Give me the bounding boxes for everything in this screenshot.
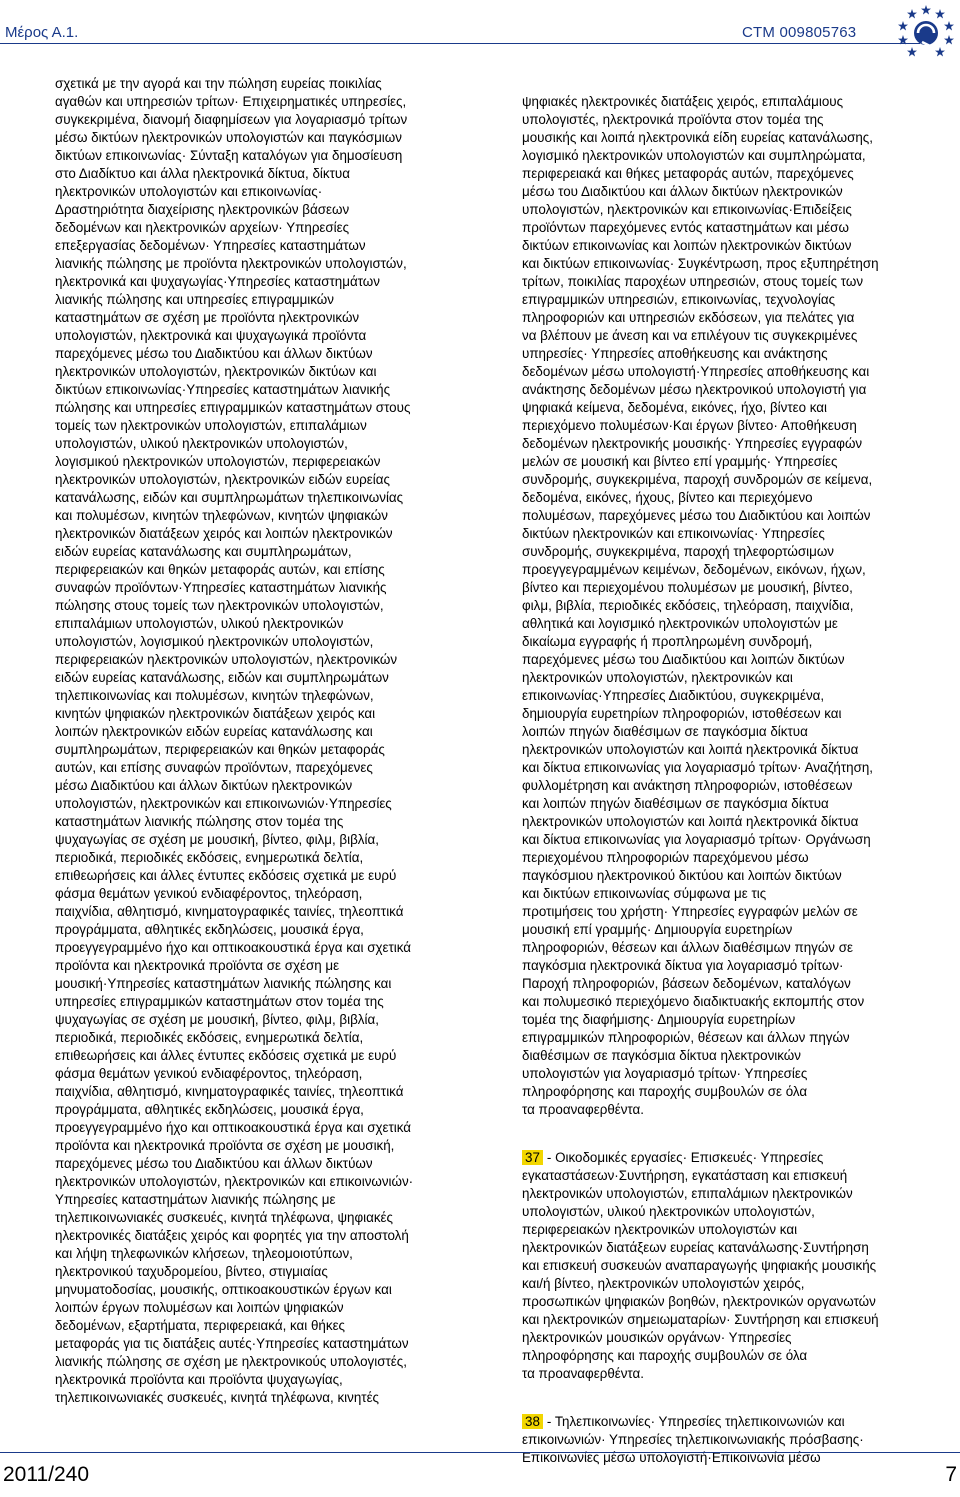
class-38-text: - Τηλεπικοινωνίες· Υπηρεσίες τηλεπικοινωνιών και επικοινωνιών· Υπηρεσίες τηλεπικοινωνιακής πρόσβασης· Επικοινωνίες μέσω υπολογιστή·Επικοινωνία μέσω xyxy=(522,1414,864,1465)
header-rule xyxy=(0,43,920,44)
left-text-column: σχετικά με την αγορά και την πώληση ευρείας ποικιλίας αγαθών και υπηρεσιών τρίτων· Επιχειρηματικές υπηρεσίες, συγκεκριμένα, διανομή διαφημίσεων για λογαριασμό τρίτων μέσω δικτύων ηλεκτρονικών υπολογιστών και παγκόσμιων δικτύων επικοινωνίας· Σύνταξη καταλόγων για δημοσίευση στο Διαδίκτυο και άλλα ηλεκτρονικά δίκτυα, δίκτυα ηλεκτρονικών υπολογιστών και επικοινωνίας· Δραστηριότητα διαχείρισης ηλεκτρονικών βάσεων δεδομένων και ηλεκτρονικών αρχείων· Υπηρεσίες επεξεργασίας δεδομένων· Υπηρεσίες καταστημάτων λιανικής πώλησης με προϊόντα ηλεκτρονικών υπολογιστών, ηλεκτρονικά και ψυχαγωγίας·Υπηρεσίες καταστημάτων λιανικής πώλησης και υπηρεσίες επιγραμμικών καταστημάτων σε σχέση με προϊόντα ηλεκτρονικών υπολογιστών, ηλεκτρονικά και ψυχαγωγικά προϊόντα παρεχόμενες μέσω του Διαδικτύου και άλλων δικτύων ηλεκτρονικών υπολογιστών, ηλεκτρονικών δικτύων και δικτύων επικοινωνίας·Υπηρεσίες καταστημάτων λιανικής πώλησης και υπηρεσίες επιγραμμικών καταστημάτων στους τομείς των ηλεκτρονικών υπολογιστών, επιπαλάμιων υπολογιστών, υλικού ηλεκτρονικών υπολογιστών, λογισμικού ηλεκτρονικών υπολογιστών, περιφερειακών ηλεκτρονικών υπολογιστών, ηλεκτρονικών ειδών ευρείας κατανάλωσης, ειδών και συμπληρωμάτων τηλεπικοινωνίας και πολυμέσων, κινητών τηλεφώνων, κινητών ψηφιακών ηλεκτρονικών διατάξεων χειρός και λοιπών ηλεκτρονικών ειδών ευρείας κατανάλωσης και συμπληρωμάτων, περιφερειακών και θηκών μεταφοράς αυτών, και επίσης συναφών προϊόντων·Υπηρεσίες καταστημάτων λιανικής πώλησης στους τομείς των ηλεκτρονικών υπολογιστών, επιπαλάμιων υπολογιστών, υλικού ηλεκτρονικών υπολογιστών, λογισμικού ηλεκτρονικών υπολογιστών, περιφερειακών ηλεκτρονικών υπολογιστών, ηλεκτρονικών ειδών ευρείας κατανάλωσης, ειδών και συμπληρωμάτων τηλεπικοινωνίας και πολυμέσων, κινητών τηλεφώνων, κινητών ψηφιακών ηλεκτρονικών διατάξεων χειρός και λοιπών ηλεκτρονικών ειδών ευρείας κατανάλωσης και συμπληρωμάτων, περιφερειακών και θηκών μεταφοράς αυτών, και επίσης συναφών προϊόντων, παρεχόμενες μέσω Διαδικτύου και άλλων δικτύων ηλεκτρονικών υπολογιστών, ηλεκτρονικών και επικοινωνιών·Υπηρεσίες καταστημάτων λιανικής πώλησης στον τομέα της ψυχαγωγίας σε σχέση με μουσική, βίντεο, φιλμ, βιβλία, περιοδικά, περιοδικές εκδόσεις, ενημερωτικά δελτία, επιθεωρήσεις και άλλες έντυπες εκδόσεις σχετικά με ευρύ φάσμα θεμάτων γενικού ενδιαφέροντος, τηλεόραση, παιχνίδια, αθλητισμό, κινηματογραφικές ταινίες, τηλεοπτικά προγράμματα, αθλητικές εκδηλώσεις, μουσικά έργα, προεγγεγραμμένο ήχο και οπτικοακουστικά έργα και σχετικά προϊόντα και ηλεκτρονικά προϊόντα σε σχέση με μουσική·Υπηρεσίες καταστημάτων λιανικής πώλησης και υπηρεσίες επιγραμμικών καταστημάτων στον τομέα της ψυχαγωγίας σε σχέση με μουσική, βίντεο, φιλμ, βιβλία, περιοδικά, περιοδικές εκδόσεις, ενημερωτικά δελτία, επιθεωρήσεις και άλλες έντυπες εκδόσεις σχετικά με ευρύ φάσμα θεμάτων γενικού ενδιαφέροντος, τηλεόραση, παιχνίδια, αθλητισμό, κινηματογραφικές ταινίες, τηλεοπτικά προγράμματα, αθλητικές εκδηλώσεις, μουσικά έργα, προεγγεγραμμένο ήχο και οπτικοακουστικά έργα και σχετικά προϊόντα και ηλεκτρονικά προϊόντα σε σχέση με μουσική, παρεχόμενες μέσω του Διαδικτύου και άλλων δικτύων ηλεκτρονικών υπολογιστών, ηλεκτρονικών και επικοινωνιών· Υπηρεσίες καταστημάτων λιανικής πώλησης με τηλεπικοινωνιακές συσκευές, κινητά τηλέφωνα, ψηφιακές ηλεκτρονικές διατάξεις χειρός και φορητές για την αποστολή και λήψη τηλεφωνικών κλήσεων, τηλεομοιοτύπων, ηλεκτρονικού ταχυδρομείου, βίντεο, στιγμιαίας μηνυματοδοσίας, μουσικής, οπτικοακουστικών έργων και λοιπών έργων πολυμέσων και λοιπών ψηφιακών δεδομένων, εξαρτήματα, περιφερειακά, και θήκες μεταφοράς για τις διατάξεις αυτές·Υπηρεσίες καταστημάτων λιανικής πώλησης σε σχέση με ηλεκτρονικούς υπολογιστές, ηλεκτρονικά προϊόντα και προϊόντα ψυχαγωγίας, τηλεπικοινωνιακές συσκευές, κινητά τηλέφωνα, κινητές xyxy=(55,76,414,1405)
class-38-entry xyxy=(522,1413,910,1467)
right-intro-paragraph: ψηφιακές ηλεκτρονικές διατάξεις χειρός, επιπαλάμιους υπολογιστές, ηλεκτρονικά προϊόντα στον τομέα της μουσικής και λοιπά ηλεκτρονικά είδη ευρείας κατανάλωσης, λογισμικό ηλεκτρονικών υπολογιστών και συμπληρώματα, περιφερειακά και θήκες μεταφοράς αυτών, παρεχόμενες μέσω του Διαδικτύου και άλλων δικτύων ηλεκτρονικών υπολογιστών, ηλεκτρονικών και επικοινωνίας·Επιδείξεις προϊόντων παρεχόμενες εντός καταστημάτων και μέσω δικτύων επικοινωνίας και λοιπών ηλεκτρονικών δικτύων και δικτύων επικοινωνίας· Συγκέντρωση, προς εξυπηρέτηση τρίτων, ποικιλίας παροχέων υπηρεσιών, στους τομείς των επιγραμμικών υπηρεσιών, επικοινωνίας, τεχνολογίας πληροφοριών και υπηρεσιών εκδόσεων, για πελάτες για να βλέπουν με άνεση και να επιλέγουν τις συγκεκριμένες υπηρεσίες· Υπηρεσίες αποθήκευσης και ανάκτησης δεδομένων μέσω υπολογιστή·Υπηρεσίες αποθήκευσης και ανάκτησης δεδομένων μέσω ηλεκτρονικού υπολογιστή για ψηφιακά κείμενα, δεδομένα, εικόνες, ήχο, βίντεο και περιεχόμενο πολυμέσων·Και έργων βίντεο· Αποθήκευση δεδομένων ηλεκτρονικής μουσικής· Υπηρεσίες εγγραφών μελών σε μουσική και βίντεο επί γραμμής· Υπηρεσίες συνδρομής, συγκεκριμένα, παροχή συνδρομών σε κείμενα, δεδομένα, εικόνες, ήχους, βίντεο και περιεχόμενο πολυμέσων, παρεχόμενες μέσω του Διαδικτύου και λοιπών δικτύων ηλεκτρονικών και επικοινωνίας· Υπηρεσίες συνδρομής, συγκεκριμένα, παροχή τηλεφορτώσιμων προεγγεγραμμένων κειμένων, δεδομένων, εικόνων, ήχων, βίντεο και περιεχομένου πολυμέσων με μουσική, βίντεο, φιλμ, βιβλία, περιοδικές εκδόσεις, τηλεόραση, παιχνίδια, αθλητικά και λογισμικό ηλεκτρονικών υπολογιστών με δικαίωμα εγγραφής ή προπληρωμένη συνδρομή, παρεχόμενες μέσω του Διαδικτύου και λοιπών δικτύων ηλεκτρονικών υπολογιστών, ηλεκτρονικών και επικοινωνίας·Υπηρεσίες Διαδικτύου, συγκεκριμένα, δημιουργία ευρετηρίων πληροφοριών, ιστοθέσεων και λοιπών πηγών διαθέσιμων σε παγκόσμια δίκτυα ηλεκτρονικών υπολογιστών και λοιπά ηλεκτρονικά δίκτυα και δίκτυα επικοινωνίας για λογαριασμό τρίτων· Αναζήτηση, φυλλομέτρηση και ανάκτηση πληροφοριών, ιστοθέσεων και λοιπών πηγών διαθέσιμων σε παγκόσμια δίκτυα ηλεκτρονικών υπολογιστών και λοιπά ηλεκτρονικά δίκτυα και δίκτυα επικοινωνίας για λογαριασμό τρίτων· Οργάνωση περιεχομένου πληροφοριών παρεχόμενου μέσω παγκόσμιου ηλεκτρονικού δικτύου και λοιπών δικτύων και δικτύων επικοινωνίας σύμφωνα με τις προτιμήσεις του χρήστη· Υπηρεσίες εγγραφών μελών σε μουσική επί γραμμής· Δημιουργία ευρετηρίων πληροφοριών, θέσεων και άλλων διαθέσιμων πηγών σε παγκόσμια ηλεκτρονικά δίκτυα για λογαριασμό τρίτων· Παροχή πληροφοριών, βάσεων δεδομένων, καταλόγων και πολυμεσικό περιεχόμενο διαδικτυακής εκπομπής στον τομέα της διαφήμισης· Δημιουργία ευρετηρίων επιγραμμικών πληροφοριών, θέσεων και άλλων πηγών διαθέσιμων σε παγκόσμια δίκτυα ηλεκτρονικών υπολογιστών για λογαριασμό τρίτων· Υπηρεσίες πληροφόρησης και παροχής συμβουλών σε όλα τα προαναφερθέντα. xyxy=(522,94,879,1117)
eu-trademark-logo-icon xyxy=(896,2,956,62)
page-number: 7 xyxy=(945,1463,957,1486)
right-text-column xyxy=(522,75,910,1497)
class-38-number: 38 xyxy=(522,1414,543,1429)
class-37-entry xyxy=(522,1149,910,1383)
bulletin-issue-number: 2011/240 xyxy=(3,1463,90,1486)
class-37-number: 37 xyxy=(522,1150,543,1165)
header-ctm-number: CTM 009805763 xyxy=(742,24,857,41)
footer-rule xyxy=(0,1452,960,1453)
header-part-label: Μέρος Α.1. xyxy=(5,24,79,41)
class-37-text: - Οικοδομικές εργασίες· Επισκευές· Υπηρεσίες εγκαταστάσεων·Συντήρηση, εγκατάσταση και επισκευή ηλεκτρονικών υπολογιστών, επιπαλάμιων ηλεκτρονικών υπολογιστών, υλικού ηλεκτρονικών υπολογιστών, περιφερειακών ηλεκτρονικών υπολογιστών και ηλεκτρονικών διατάξεων ευρείας κατανάλωσης·Συντήρηση και επισκευή συσκευών αναπαραγωγής ψηφιακής μουσικής και/ή βίντεο, ηλεκτρονικών υπολογιστών χειρός, προσωπικών ψηφιακών βοηθών, ηλεκτρονικών οργανωτών και ηλεκτρονικών σημειωματαρίων· Συντήρηση και επισκευή ηλεκτρονικών μουσικών οργάνων· Υπηρεσίες πληροφόρησης και παροχής συμβουλών σε όλα τα προαναφερθέντα. xyxy=(522,1150,879,1381)
